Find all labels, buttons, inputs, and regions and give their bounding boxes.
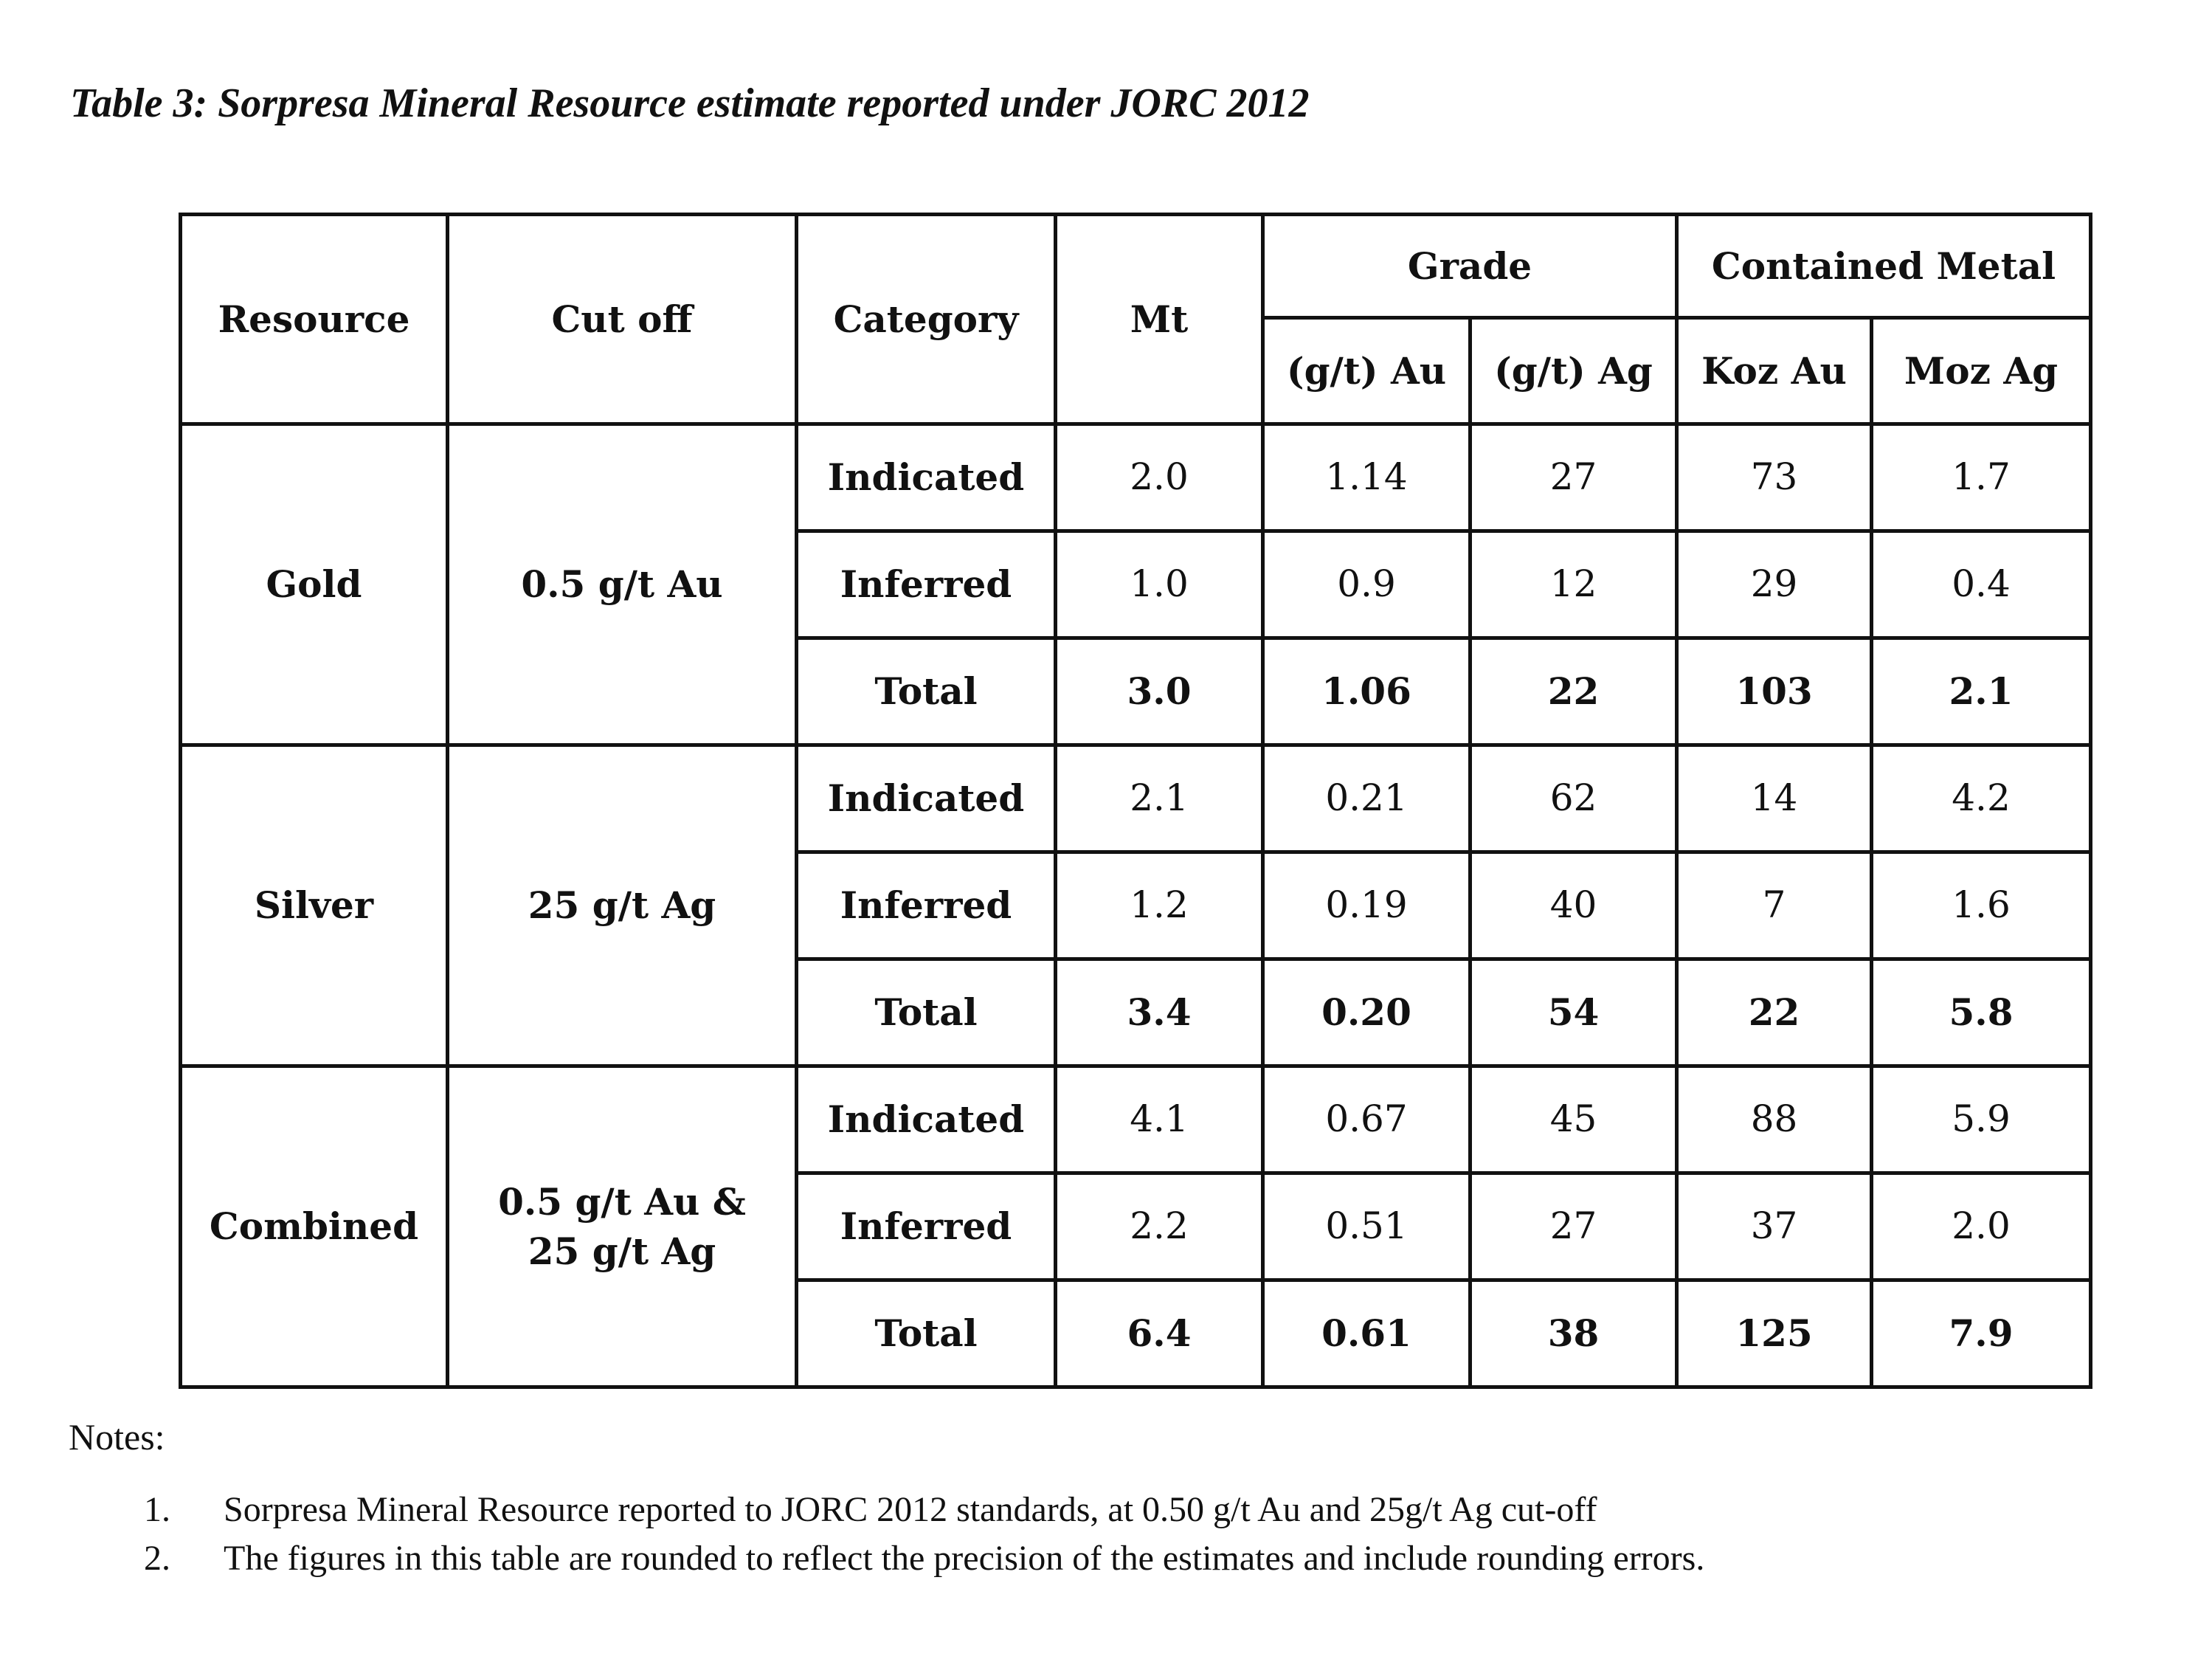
cutoff-line: 0.5 g/t Au [521,562,723,607]
grade-ag-cell: 12 [1470,531,1677,638]
cutoff-line: 25 g/t Ag [528,883,716,928]
koz-au-cell: 88 [1677,1066,1872,1173]
note-item [144,1489,1704,1538]
cutoff-cell [448,745,797,1066]
cutoff-line: 25 g/t Ag [528,1229,716,1273]
note-number: 1. [144,1490,170,1529]
grade-au-cell: 0.61 [1263,1280,1470,1387]
grade-au-cell: 1.14 [1263,424,1470,531]
koz-au-cell: 73 [1677,424,1872,531]
header-grade-au: (g/t) Au [1263,318,1470,424]
moz-ag-cell: 1.7 [1872,424,2091,531]
category-cell: Indicated [797,1066,1056,1173]
cutoff-cell [448,1066,797,1387]
notes-list [144,1489,1704,1587]
moz-ag-cell: 4.2 [1872,745,2091,852]
table-row [181,1066,2091,1173]
category-cell: Inferred [797,531,1056,638]
header-contained-metal: Contained Metal [1677,215,2091,318]
grade-au-cell: 0.67 [1263,1066,1470,1173]
koz-au-cell: 125 [1677,1280,1872,1387]
grade-au-cell: 0.19 [1263,852,1470,959]
koz-au-cell: 7 [1677,852,1872,959]
mt-cell: 4.1 [1056,1066,1263,1173]
mineral-resource-table [179,213,2092,1389]
mt-cell: 3.0 [1056,638,1263,745]
koz-au-cell: 22 [1677,959,1872,1066]
grade-ag-cell: 62 [1470,745,1677,852]
moz-ag-cell: 7.9 [1872,1280,2091,1387]
category-cell: Indicated [797,745,1056,852]
table-row [181,424,2091,531]
header-row [181,215,2091,318]
table-row [181,745,2091,852]
grade-au-cell: 1.06 [1263,638,1470,745]
cutoff-cell [448,424,797,745]
grade-ag-cell: 45 [1470,1066,1677,1173]
mt-cell: 2.1 [1056,745,1263,852]
grade-ag-cell: 22 [1470,638,1677,745]
mt-cell: 6.4 [1056,1280,1263,1387]
mt-cell: 3.4 [1056,959,1263,1066]
header-grade-ag: (g/t) Ag [1470,318,1677,424]
mt-cell: 2.0 [1056,424,1263,531]
grade-au-cell: 0.9 [1263,531,1470,638]
grade-au-cell: 0.21 [1263,745,1470,852]
header-resource: Resource [181,215,448,424]
table-caption: Table 3: Sorpresa Mineral Resource estimate reported under JORC 2012 [70,80,1310,126]
resource-cell: Combined [181,1066,448,1387]
moz-ag-cell: 1.6 [1872,852,2091,959]
grade-ag-cell: 54 [1470,959,1677,1066]
note-text: The figures in this table are rounded to reflect the precision of the estimates and include rounding errors. [224,1539,1705,1578]
resource-cell: Silver [181,745,448,1066]
moz-ag-cell: 2.0 [1872,1173,2091,1280]
moz-ag-cell: 5.8 [1872,959,2091,1066]
header-category: Category [797,215,1056,424]
notes-label: Notes: [69,1416,165,1458]
header-cutoff: Cut off [448,215,797,424]
moz-ag-cell: 2.1 [1872,638,2091,745]
grade-ag-cell: 27 [1470,1173,1677,1280]
category-cell: Inferred [797,852,1056,959]
moz-ag-cell: 0.4 [1872,531,2091,638]
koz-au-cell: 14 [1677,745,1872,852]
header-moz-ag: Moz Ag [1872,318,2091,424]
koz-au-cell: 37 [1677,1173,1872,1280]
note-item [144,1538,1704,1587]
cutoff-line: 0.5 g/t Au & [498,1179,746,1224]
grade-au-cell: 0.20 [1263,959,1470,1066]
grade-au-cell: 0.51 [1263,1173,1470,1280]
category-cell: Total [797,959,1056,1066]
category-cell: Inferred [797,1173,1056,1280]
grade-ag-cell: 27 [1470,424,1677,531]
category-cell: Total [797,638,1056,745]
note-text: Sorpresa Mineral Resource reported to JORC 2012 standards, at 0.50 g/t Au and 25g/t Ag cut-off [224,1490,1597,1529]
koz-au-cell: 29 [1677,531,1872,638]
header-koz-au: Koz Au [1677,318,1872,424]
grade-ag-cell: 38 [1470,1280,1677,1387]
moz-ag-cell: 5.9 [1872,1066,2091,1173]
koz-au-cell: 103 [1677,638,1872,745]
header-mt: Mt [1056,215,1263,424]
category-cell: Indicated [797,424,1056,531]
mt-cell: 2.2 [1056,1173,1263,1280]
mt-cell: 1.0 [1056,531,1263,638]
header-grade: Grade [1263,215,1677,318]
note-number: 2. [144,1539,170,1578]
mt-cell: 1.2 [1056,852,1263,959]
grade-ag-cell: 40 [1470,852,1677,959]
resource-cell: Gold [181,424,448,745]
category-cell: Total [797,1280,1056,1387]
